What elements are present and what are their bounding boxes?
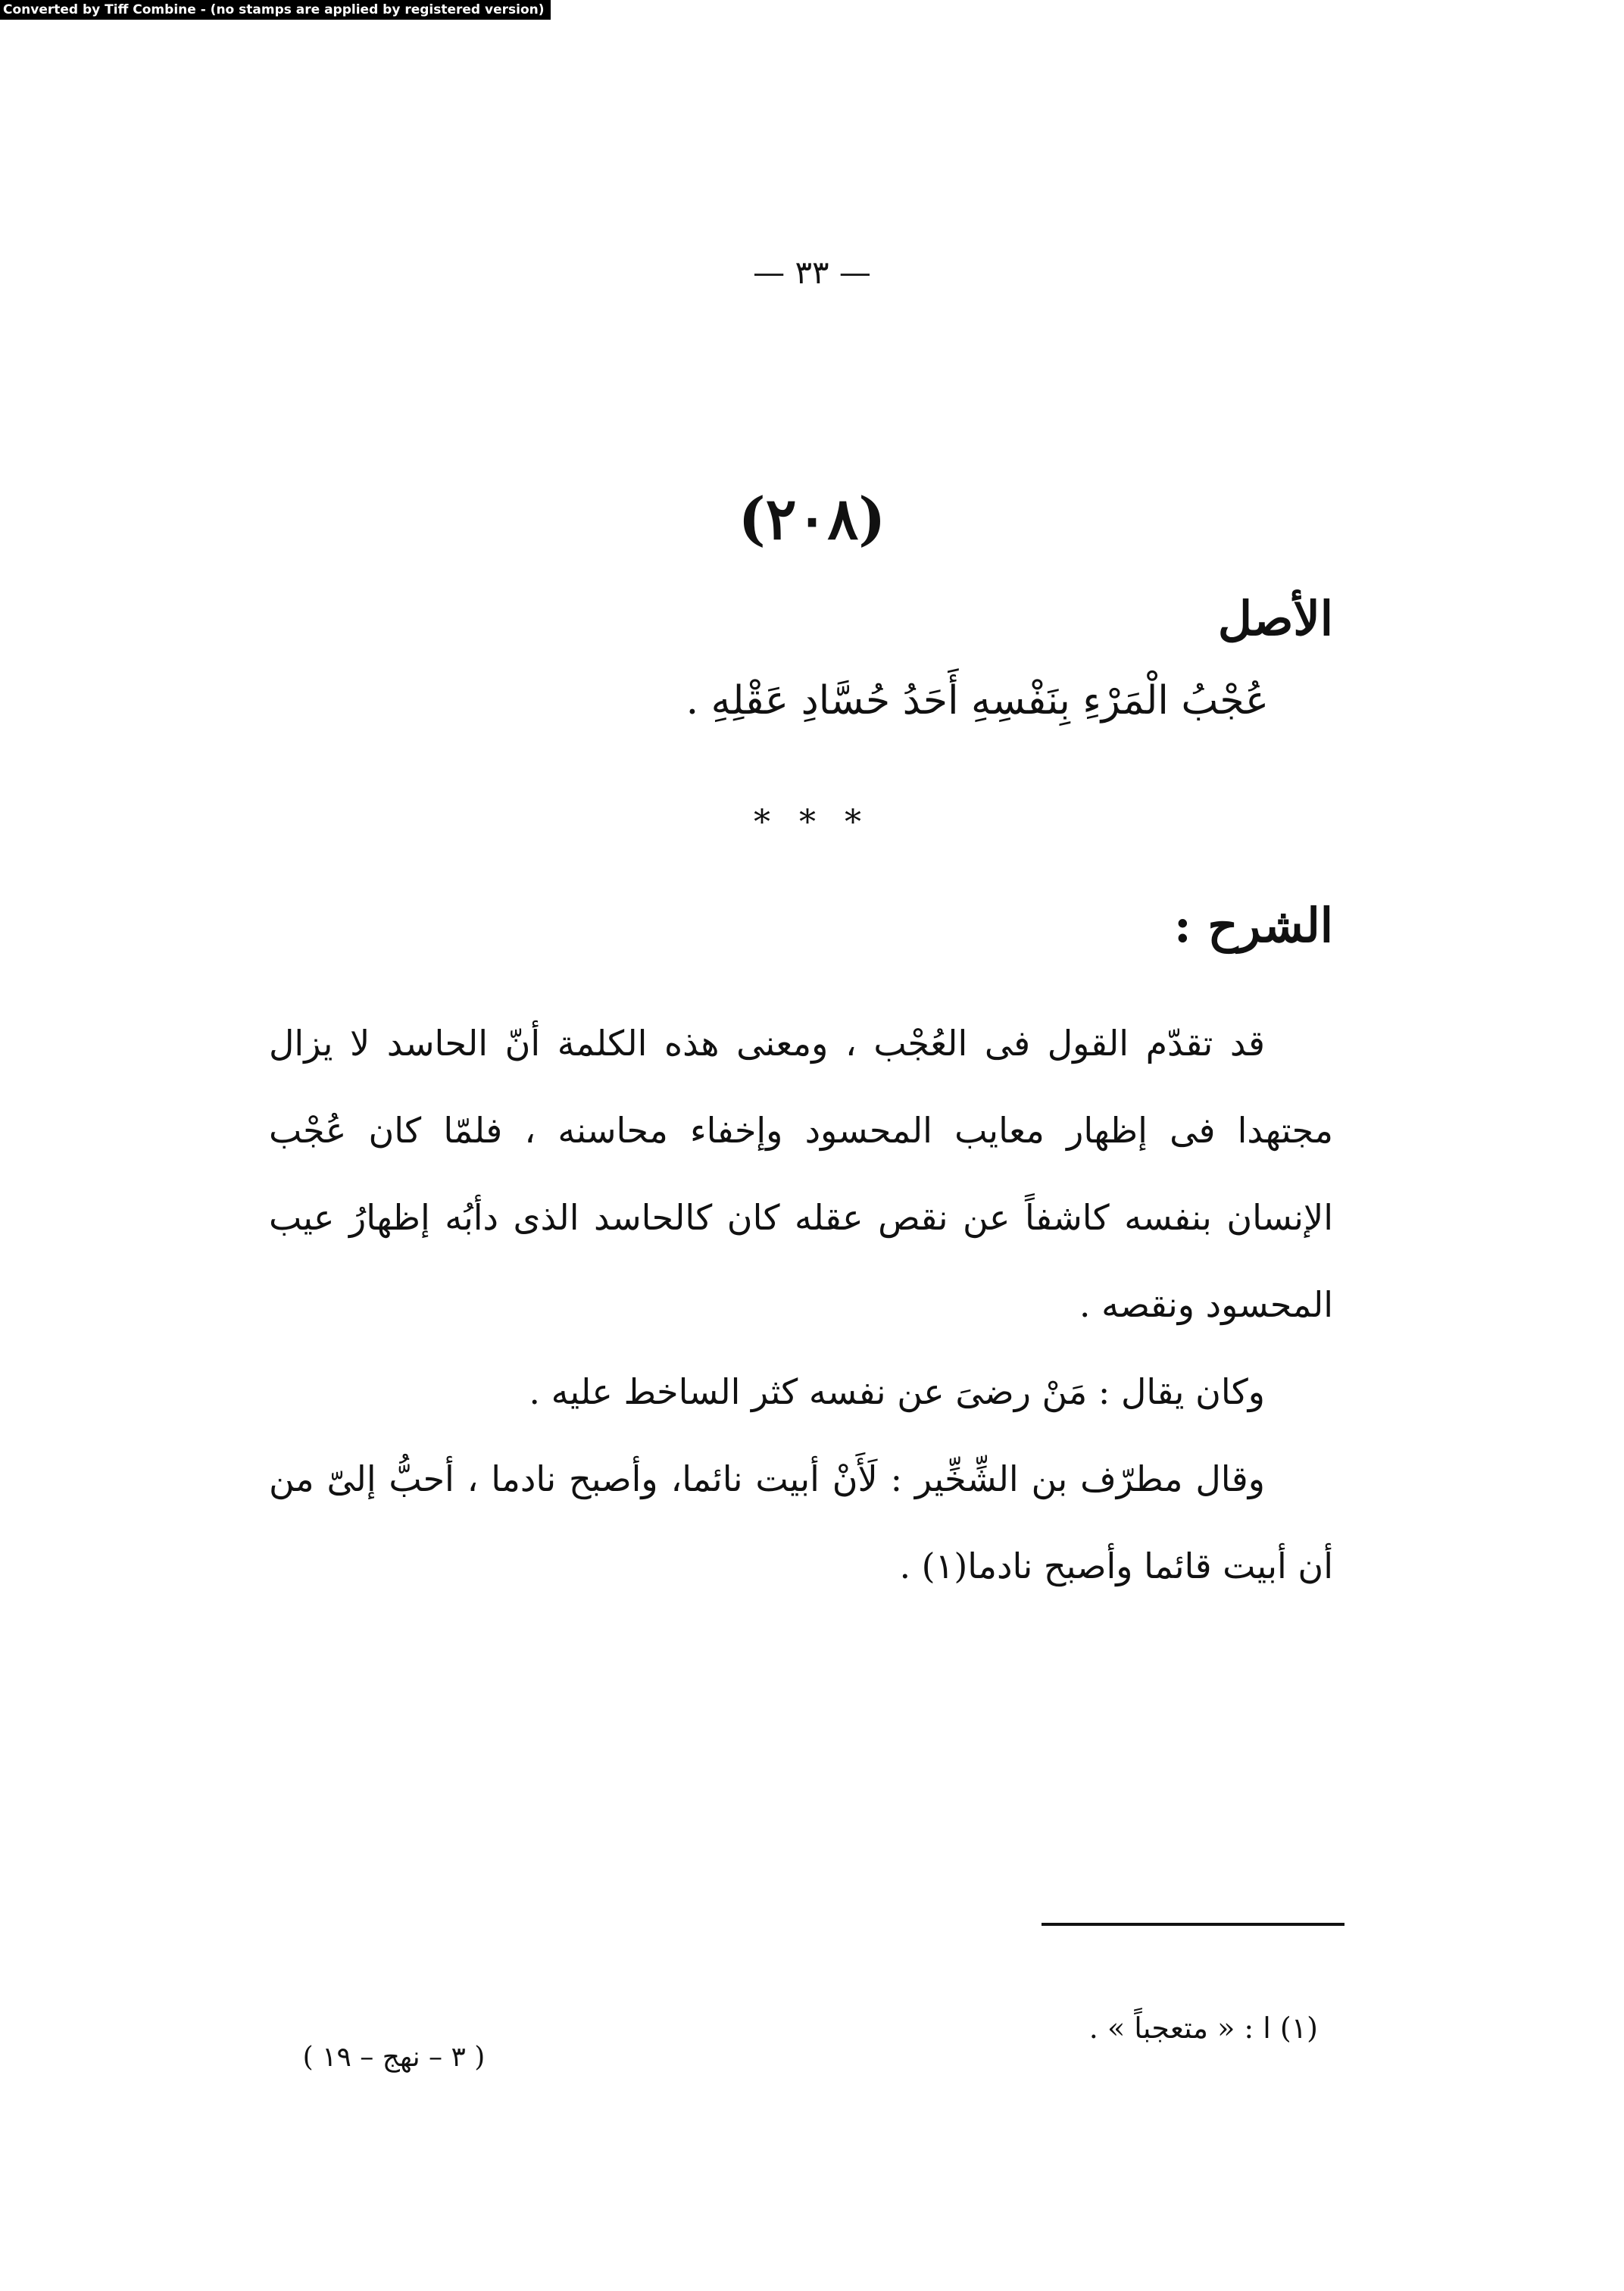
sharh-heading: الشرح : (1173, 898, 1333, 953)
commentary-body (269, 1000, 1333, 1610)
aphorism-text: عُجْبُ الْمَرْءِ بِنَفْسِهِ أَحَدُ حُسَّادِ عَقْلِهِ . (686, 678, 1269, 724)
section-number: (٢٠٨) (738, 485, 886, 552)
printer-signature: ( ٣ – نهج – ١٩ ) (302, 2042, 486, 2073)
asl-heading: الأصل (1217, 591, 1333, 646)
footnote-text: (١) ا : « متعجباً » . (1088, 2011, 1318, 2045)
commentary-paragraph: قد تقدّم القول فى العُجْب ، ومعنى هذه الكلمة أنّ الحاسد لا يزال مجتهدا فى إظهار معايب المحسود وإخفاء محاسنه ، فلمّا كان عُجْب الإنسان بنفسه كاشفاً عن نقص عقله كان كالحاسد الذى دأبُه إظهارُ عيب المحسود ونقصه . (269, 1023, 1333, 1325)
page-number: — ٣٣ — (753, 254, 871, 291)
commentary-paragraph: وقال مطرّف بن الشِّخِّير : لَأَنْ أبيت نائما، وأصبح نادما ، أحبُّ إلىّ من أن أبيت قائما وأصبح نادما(١) . (269, 1458, 1333, 1586)
commentary-paragraph: وكان يقال : مَنْ رضىَ عن نفسه كثر الساخط عليه . (529, 1371, 1265, 1412)
section-separator: * * * (754, 803, 870, 842)
footnote-divider (1042, 1923, 1344, 1926)
converter-watermark: Converted by Tiff Combine - (no stamps are applied by registered version) (0, 0, 551, 20)
